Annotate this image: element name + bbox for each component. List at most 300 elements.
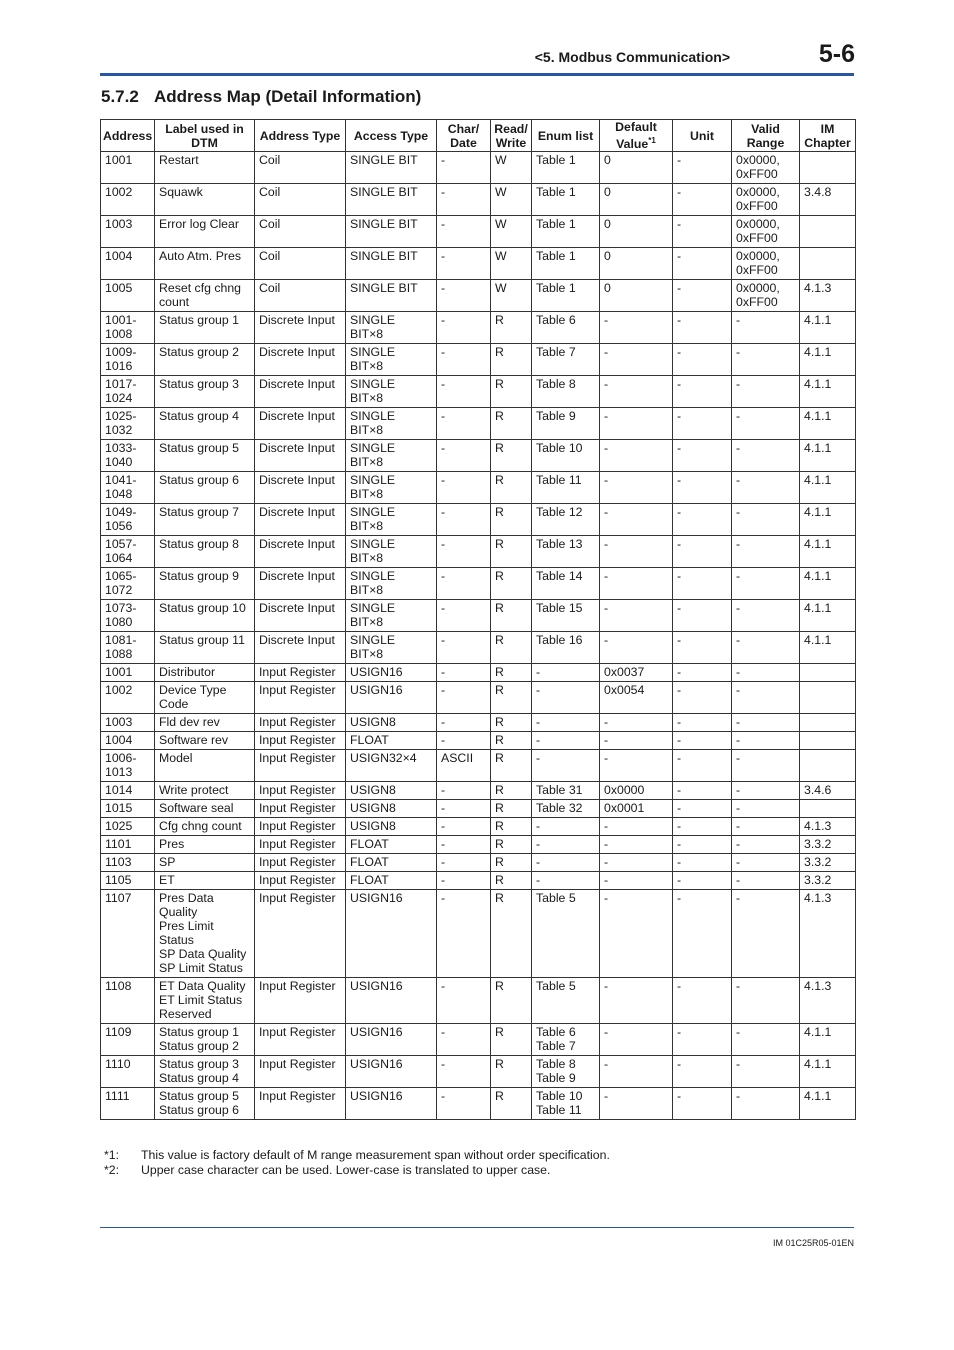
cell-im-chapter: 4.1.1 [800,600,856,632]
table-row [101,664,856,682]
col-enum-list: Enum list [532,120,600,152]
cell-unit: - [673,800,732,818]
cell-char-date: - [437,664,491,682]
cell-label: Model [155,750,255,782]
table-row [101,1088,856,1120]
cell-default-value: - [600,632,673,664]
cell-address-type: Input Register [255,732,346,750]
cell-unit: - [673,248,732,280]
cell-unit: - [673,872,732,890]
footnote-2 [104,1163,550,1177]
table-row [101,440,856,472]
cell-address-type: Coil [255,152,346,184]
cell-enum-list: - [532,872,600,890]
cell-default-value: - [600,568,673,600]
cell-unit: - [673,312,732,344]
table-row [101,216,856,248]
cell-unit: - [673,818,732,836]
cell-valid-range: - [732,408,800,440]
cell-im-chapter [800,750,856,782]
table-row [101,732,856,750]
cell-access-type: SINGLE BIT [346,280,437,312]
cell-enum-list: - [532,714,600,732]
cell-enum-list: Table 8 [532,376,600,408]
cell-valid-range: 0x0000, 0xFF00 [732,184,800,216]
cell-default-value: - [600,714,673,732]
cell-label: Write protect [155,782,255,800]
cell-address: 1004 [101,248,155,280]
cell-im-chapter: 4.1.1 [800,408,856,440]
table-row [101,872,856,890]
cell-default-value: - [600,1088,673,1120]
cell-address-type: Input Register [255,890,346,978]
cell-address: 1001- 1008 [101,312,155,344]
cell-label: ET Data Quality ET Limit Status Reserved [155,978,255,1024]
cell-valid-range: - [732,872,800,890]
cell-default-value: 0x0054 [600,682,673,714]
cell-access-type: SINGLE BIT×8 [346,568,437,600]
table-row [101,750,856,782]
footnote-mark: *2: [104,1163,120,1177]
cell-valid-range: - [732,732,800,750]
cell-valid-range: - [732,1056,800,1088]
cell-label: ET [155,872,255,890]
cell-im-chapter: 3.4.8 [800,184,856,216]
cell-char-date: - [437,1056,491,1088]
cell-label: SP [155,854,255,872]
cell-read-write: R [491,890,532,978]
cell-char-date: - [437,800,491,818]
table-row [101,536,856,568]
cell-char-date: - [437,632,491,664]
table-row [101,782,856,800]
cell-read-write: R [491,376,532,408]
cell-read-write: W [491,216,532,248]
cell-im-chapter: 4.1.3 [800,280,856,312]
cell-address-type: Discrete Input [255,504,346,536]
cell-char-date: - [437,978,491,1024]
cell-default-value: - [600,408,673,440]
cell-address-type: Discrete Input [255,312,346,344]
cell-im-chapter [800,714,856,732]
cell-char-date: - [437,152,491,184]
table-row [101,682,856,714]
col-access-type: Access Type [346,120,437,152]
cell-label: Status group 6 [155,472,255,504]
cell-access-type: SINGLE BIT×8 [346,440,437,472]
cell-address-type: Coil [255,216,346,248]
table-row [101,344,856,376]
cell-label: Status group 9 [155,568,255,600]
table-row [101,280,856,312]
cell-im-chapter [800,152,856,184]
table-row [101,890,856,978]
cell-address-type: Coil [255,280,346,312]
cell-unit: - [673,216,732,248]
col-address-type: Address Type [255,120,346,152]
table-row [101,714,856,732]
cell-valid-range: - [732,818,800,836]
cell-unit: - [673,682,732,714]
cell-valid-range: - [732,664,800,682]
col-read-write: Read/ Write [491,120,532,152]
footer-rule [100,1227,854,1228]
cell-address-type: Input Register [255,854,346,872]
cell-enum-list: Table 15 [532,600,600,632]
cell-char-date: - [437,818,491,836]
cell-enum-list: - [532,682,600,714]
cell-read-write: R [491,872,532,890]
cell-address: 1002 [101,184,155,216]
cell-default-value: - [600,732,673,750]
cell-char-date: - [437,714,491,732]
cell-char-date: - [437,854,491,872]
table-row [101,152,856,184]
cell-address: 1105 [101,872,155,890]
cell-address: 1017- 1024 [101,376,155,408]
cell-address: 1006- 1013 [101,750,155,782]
table-row [101,408,856,440]
footnote-mark: *1: [104,1148,120,1162]
cell-unit: - [673,714,732,732]
table-row [101,472,856,504]
cell-default-value: - [600,818,673,836]
cell-access-type: SINGLE BIT×8 [346,344,437,376]
cell-char-date: ASCII [437,750,491,782]
cell-char-date: - [437,682,491,714]
cell-enum-list: Table 9 [532,408,600,440]
cell-valid-range: - [732,682,800,714]
cell-label: Status group 8 [155,536,255,568]
cell-im-chapter [800,732,856,750]
cell-address-type: Input Register [255,836,346,854]
cell-unit: - [673,344,732,376]
table-row [101,600,856,632]
cell-address-type: Input Register [255,782,346,800]
cell-enum-list: Table 10 [532,440,600,472]
cell-valid-range: - [732,536,800,568]
cell-access-type: SINGLE BIT×8 [346,536,437,568]
cell-address: 1049- 1056 [101,504,155,536]
cell-valid-range: 0x0000, 0xFF00 [732,216,800,248]
cell-valid-range: - [732,782,800,800]
cell-read-write: R [491,782,532,800]
cell-address: 1111 [101,1088,155,1120]
col-label: Label used in DTM [155,120,255,152]
cell-label: Auto Atm. Pres [155,248,255,280]
cell-access-type: USIGN16 [346,890,437,978]
cell-enum-list: Table 1 [532,248,600,280]
cell-address-type: Input Register [255,978,346,1024]
cell-valid-range: 0x0000, 0xFF00 [732,152,800,184]
footnote-ref-1: *1 [648,136,656,145]
cell-label: Status group 3 [155,376,255,408]
cell-access-type: USIGN16 [346,978,437,1024]
document-code: IM 01C25R05-01EN [772,1238,854,1248]
cell-label: Status group 1 Status group 2 [155,1024,255,1056]
cell-unit: - [673,184,732,216]
cell-read-write: R [491,536,532,568]
footnote-text: Upper case character can be used. Lower-case is translated to upper case. [141,1163,551,1177]
cell-label: Distributor [155,664,255,682]
cell-access-type: USIGN16 [346,1088,437,1120]
cell-label: Status group 7 [155,504,255,536]
cell-address-type: Discrete Input [255,600,346,632]
cell-default-value: - [600,312,673,344]
cell-address: 1004 [101,732,155,750]
cell-access-type: USIGN8 [346,800,437,818]
cell-im-chapter: 3.3.2 [800,836,856,854]
cell-address: 1033- 1040 [101,440,155,472]
cell-access-type: SINGLE BIT×8 [346,408,437,440]
cell-address: 1014 [101,782,155,800]
cell-address-type: Input Register [255,818,346,836]
cell-address-type: Input Register [255,872,346,890]
cell-access-type: USIGN8 [346,818,437,836]
cell-im-chapter: 4.1.1 [800,472,856,504]
cell-address: 1107 [101,890,155,978]
cell-read-write: R [491,682,532,714]
cell-default-value: 0 [600,248,673,280]
cell-enum-list: - [532,836,600,854]
cell-valid-range: - [732,800,800,818]
cell-access-type: FLOAT [346,854,437,872]
cell-read-write: R [491,800,532,818]
cell-address: 1057- 1064 [101,536,155,568]
cell-read-write: R [491,440,532,472]
section-title-text: Address Map (Detail Information) [154,87,422,106]
cell-im-chapter: 4.1.1 [800,440,856,472]
table-row [101,1056,856,1088]
cell-read-write: R [491,568,532,600]
cell-unit: - [673,854,732,872]
cell-read-write: R [491,836,532,854]
cell-valid-range: - [732,472,800,504]
cell-enum-list: - [532,732,600,750]
cell-unit: - [673,664,732,682]
cell-label: Cfg chng count [155,818,255,836]
cell-im-chapter: 4.1.3 [800,978,856,1024]
cell-im-chapter: 4.1.1 [800,632,856,664]
cell-enum-list: Table 16 [532,632,600,664]
cell-label: Software seal [155,800,255,818]
cell-valid-range: - [732,836,800,854]
cell-read-write: R [491,978,532,1024]
cell-label: Software rev [155,732,255,750]
cell-char-date: - [437,536,491,568]
cell-enum-list: Table 14 [532,568,600,600]
cell-im-chapter: 4.1.1 [800,536,856,568]
cell-address: 1002 [101,682,155,714]
cell-valid-range: - [732,978,800,1024]
col-valid-range: Valid Range [732,120,800,152]
cell-default-value: - [600,1024,673,1056]
cell-enum-list: Table 1 [532,152,600,184]
cell-im-chapter: 4.1.1 [800,568,856,600]
cell-access-type: FLOAT [346,732,437,750]
cell-access-type: USIGN16 [346,1024,437,1056]
cell-enum-list: Table 8 Table 9 [532,1056,600,1088]
cell-valid-range: 0x0000, 0xFF00 [732,248,800,280]
cell-unit: - [673,600,732,632]
cell-enum-list: Table 1 [532,216,600,248]
cell-read-write: R [491,664,532,682]
cell-read-write: R [491,1088,532,1120]
cell-unit: - [673,440,732,472]
cell-address-type: Input Register [255,714,346,732]
cell-default-value: - [600,536,673,568]
cell-char-date: - [437,890,491,978]
cell-access-type: SINGLE BIT [346,248,437,280]
cell-char-date: - [437,440,491,472]
cell-access-type: SINGLE BIT×8 [346,312,437,344]
cell-access-type: SINGLE BIT×8 [346,504,437,536]
cell-im-chapter: 4.1.3 [800,890,856,978]
cell-address: 1103 [101,854,155,872]
cell-unit: - [673,890,732,978]
cell-label: Status group 3 Status group 4 [155,1056,255,1088]
cell-im-chapter [800,216,856,248]
page-number: 5-6 [818,40,855,68]
cell-im-chapter: 4.1.1 [800,376,856,408]
table-row [101,248,856,280]
cell-address-type: Discrete Input [255,472,346,504]
cell-default-value: 0x0001 [600,800,673,818]
table-row [101,184,856,216]
cell-access-type: SINGLE BIT×8 [346,376,437,408]
cell-default-value: - [600,890,673,978]
cell-unit: - [673,978,732,1024]
cell-address: 1065- 1072 [101,568,155,600]
cell-char-date: - [437,1088,491,1120]
cell-access-type: USIGN16 [346,664,437,682]
cell-unit: - [673,536,732,568]
table-row [101,312,856,344]
table-row [101,854,856,872]
cell-valid-range: - [732,890,800,978]
cell-address-type: Input Register [255,664,346,682]
col-default-value [600,120,673,152]
cell-enum-list: Table 6 Table 7 [532,1024,600,1056]
cell-address: 1025- 1032 [101,408,155,440]
cell-char-date: - [437,472,491,504]
cell-label: Status group 5 [155,440,255,472]
cell-im-chapter [800,248,856,280]
cell-enum-list: Table 31 [532,782,600,800]
cell-unit: - [673,152,732,184]
cell-unit: - [673,732,732,750]
cell-enum-list: - [532,854,600,872]
cell-access-type: SINGLE BIT×8 [346,600,437,632]
cell-valid-range: - [732,1088,800,1120]
cell-access-type: USIGN16 [346,682,437,714]
cell-unit: - [673,472,732,504]
cell-char-date: - [437,312,491,344]
cell-read-write: R [491,632,532,664]
cell-read-write: W [491,248,532,280]
cell-valid-range: - [732,1024,800,1056]
cell-default-value: - [600,504,673,536]
cell-char-date: - [437,782,491,800]
cell-im-chapter: 4.1.1 [800,504,856,536]
cell-enum-list: Table 7 [532,344,600,376]
cell-char-date: - [437,732,491,750]
cell-im-chapter: 4.1.1 [800,1024,856,1056]
cell-address-type: Discrete Input [255,536,346,568]
cell-address: 1041- 1048 [101,472,155,504]
cell-enum-list: Table 10 Table 11 [532,1088,600,1120]
table-header-row [101,120,856,152]
cell-read-write: R [491,732,532,750]
cell-address-type: Discrete Input [255,376,346,408]
cell-valid-range: - [732,714,800,732]
cell-label: Device Type Code [155,682,255,714]
cell-default-value: 0x0000 [600,782,673,800]
cell-im-chapter [800,664,856,682]
cell-default-value: - [600,376,673,408]
cell-read-write: R [491,472,532,504]
cell-unit: - [673,1056,732,1088]
cell-valid-range: - [732,504,800,536]
table-row [101,1024,856,1056]
cell-valid-range: - [732,854,800,872]
cell-unit: - [673,280,732,312]
col-char-date: Char/ Date [437,120,491,152]
table-row [101,504,856,536]
cell-label: Status group 10 [155,600,255,632]
cell-enum-list: Table 1 [532,184,600,216]
cell-address-type: Discrete Input [255,440,346,472]
cell-access-type: SINGLE BIT×8 [346,632,437,664]
cell-address: 1001 [101,664,155,682]
cell-unit: - [673,632,732,664]
cell-unit: - [673,504,732,536]
cell-address-type: Input Register [255,1024,346,1056]
cell-read-write: R [491,408,532,440]
cell-char-date: - [437,344,491,376]
cell-char-date: - [437,836,491,854]
cell-unit: - [673,836,732,854]
cell-char-date: - [437,408,491,440]
cell-access-type: SINGLE BIT [346,152,437,184]
cell-address: 1005 [101,280,155,312]
cell-char-date: - [437,1024,491,1056]
cell-enum-list: - [532,750,600,782]
cell-default-value: - [600,600,673,632]
col-unit: Unit [673,120,732,152]
cell-read-write: R [491,750,532,782]
cell-valid-range: - [732,600,800,632]
cell-default-value: - [600,872,673,890]
cell-read-write: R [491,600,532,632]
cell-default-value: - [600,472,673,504]
cell-default-value: - [600,978,673,1024]
table-row [101,800,856,818]
cell-address-type: Input Register [255,1088,346,1120]
cell-default-value: 0 [600,152,673,184]
cell-enum-list: Table 5 [532,890,600,978]
cell-access-type: SINGLE BIT [346,184,437,216]
cell-address-type: Coil [255,248,346,280]
section-title [101,87,421,107]
table-row [101,978,856,1024]
cell-char-date: - [437,504,491,536]
cell-unit: - [673,408,732,440]
col-default-value-text: Default Value [615,120,657,152]
cell-access-type: USIGN8 [346,714,437,732]
cell-read-write: W [491,280,532,312]
cell-access-type: FLOAT [346,872,437,890]
